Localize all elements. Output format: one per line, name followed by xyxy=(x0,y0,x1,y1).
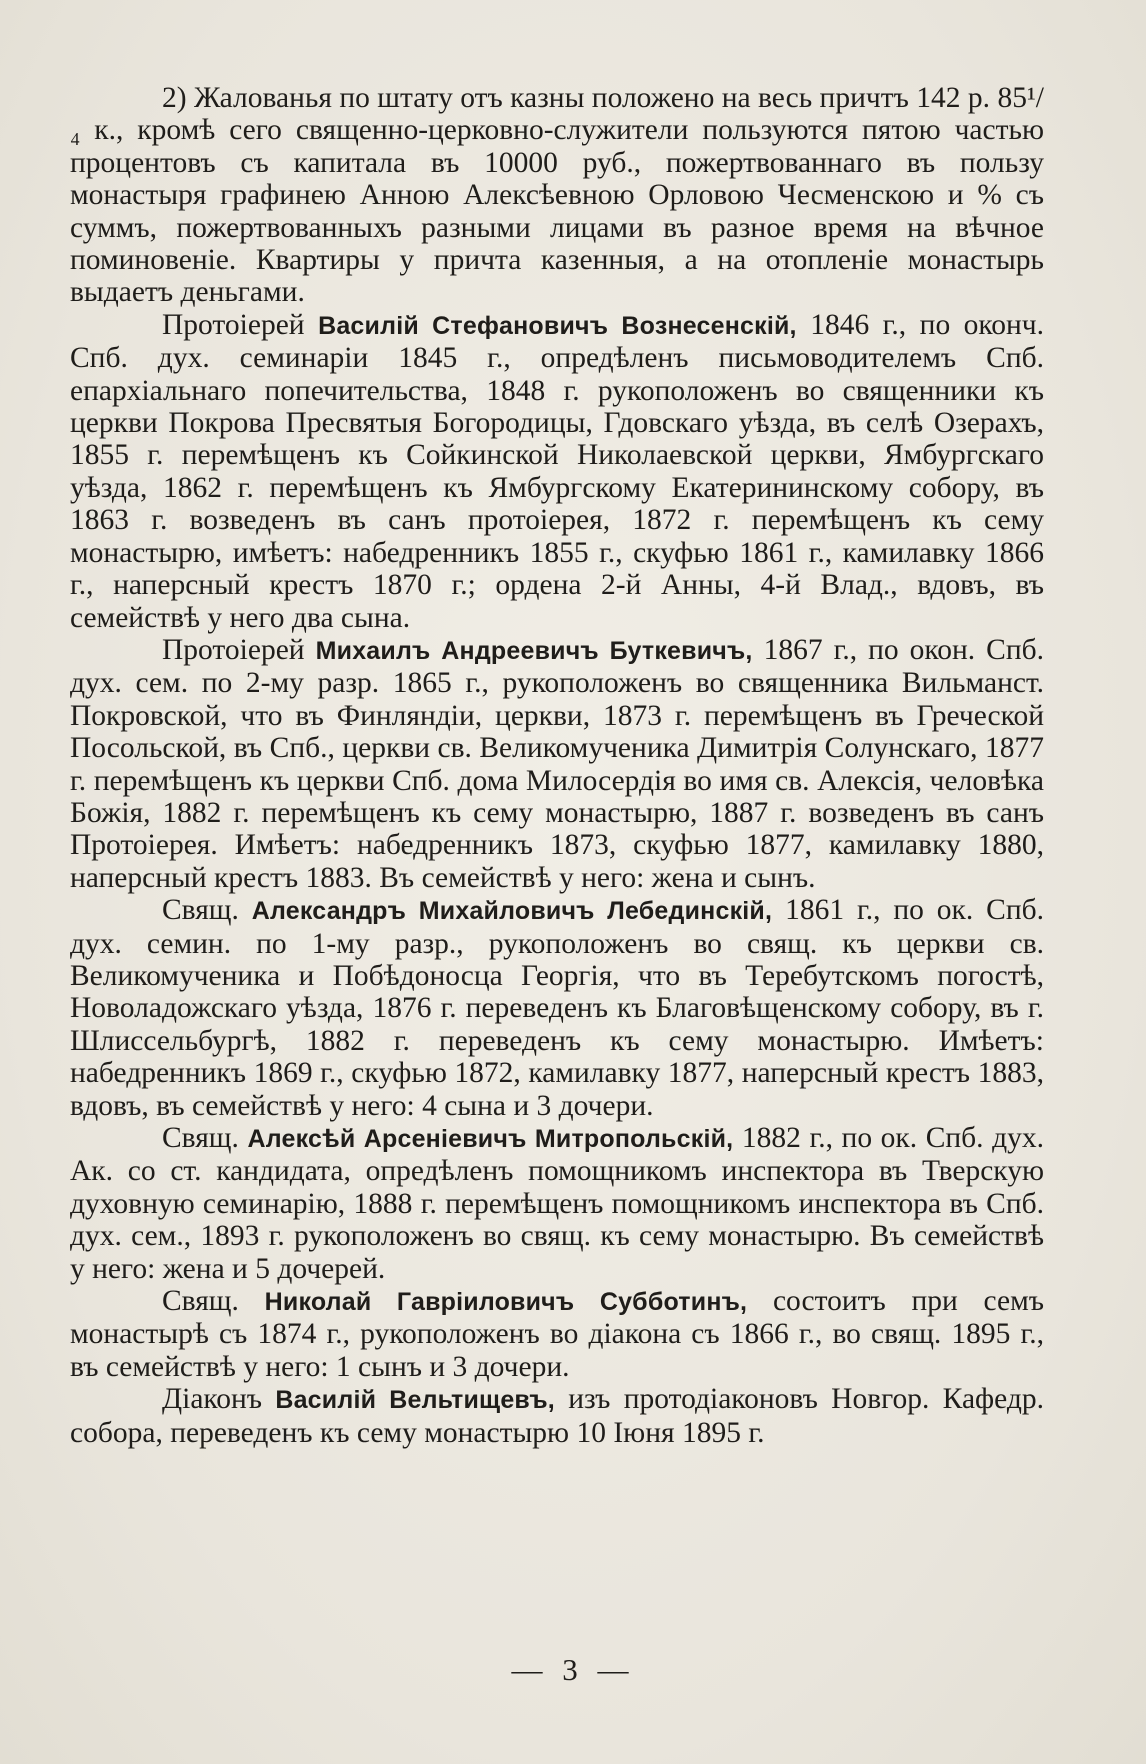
paragraph-clergy-entry xyxy=(70,1122,1044,1285)
clergy-biography: 1846 г., по оконч. Спб. дух. семинаріи 1845 г., опредѣленъ письмоводителемъ Спб. епархіальнаго попечительства, 1848 г. рукоположенъ во священники къ церкви Покрова Пресвятыя Богородицы, Гдовскаго уѣзда, въ селѣ Озерахъ, 1855 г. перемѣщенъ къ Сойкинской Николаевской церкви, Ямбургскаго уѣзда, 1862 г. перемѣщенъ къ Ямбургскому Екатерининскому собору, въ 1863 г. возведенъ въ санъ протоіерея, 1872 г. перемѣщенъ къ сему монастырю, имѣетъ: набедренникъ 1855 г., скуфью 1861 г., камилавку 1866 г., наперсный крестъ 1870 г.; ордена 2-й Анны, 4-й Влад., вдовъ, въ семействѣ у него два сына. xyxy=(70,308,1044,634)
clergy-title: Протоіерей xyxy=(162,633,305,666)
clergy-title: Свящ. xyxy=(162,1122,239,1154)
clergy-name: Александръ Михайловичъ Лебединскій, xyxy=(251,897,773,926)
paragraph-salary xyxy=(70,82,1044,309)
clergy-title: Протоіерей xyxy=(162,308,305,341)
clergy-title: Свящ. xyxy=(162,894,239,927)
page-number: — 3 — xyxy=(511,1652,635,1687)
clergy-name: Василій Стефановичъ Вознесенскій, xyxy=(318,311,797,340)
paragraph-clergy-entry xyxy=(70,1383,1044,1449)
clergy-title: Діаконъ xyxy=(162,1383,263,1416)
paragraph-text: 2) Жалованья по штату отъ казны положено на весь причтъ 142 р. 85¹/₄ к., кромѣ сего священно-церковно-служители пользуются пятою частью процентовъ съ капитала въ 10000 руб., пожертвованнаго въ пользу монастыря графинею Анною Алексѣевною Орловою Чесменскою и % съ суммъ, пожертвованныхъ разными лицами въ разное время на вѣчное поминовеніе. Квартиры у причта казенныя, а на отопленіе монастырь выдаетъ деньгами. xyxy=(70,82,1044,309)
clergy-title: Свящ. xyxy=(162,1285,239,1318)
paragraph-clergy-entry xyxy=(70,634,1044,894)
page-body xyxy=(70,82,1044,1449)
clergy-name: Василій Вельтищевъ, xyxy=(275,1386,555,1415)
clergy-biography: 1861 г., по ок. Спб. дух. семин. по 1-му разр., рукоположенъ во свящ. къ церкви св. Великомученика и Побѣдоносца Георгія, что въ Теребутскомъ погостѣ, Новоладожскаго уѣзда, 1876 г. переведенъ къ Благовѣщенскому собору, въ г. Шлиссельбургѣ, 1882 г. переведенъ къ сему монастырю. Имѣетъ: набедренникъ 1869 г., скуфью 1872, камилавку 1877, наперсный крестъ 1883, вдовъ, въ семействѣ у него: 4 сына и 3 дочери. xyxy=(70,894,1045,1122)
clergy-biography: изъ протодіаконовъ Новгор. Кафедр. собора, переведенъ къ сему монастырю 10 Іюня 1895 г. xyxy=(70,1383,1044,1449)
clergy-biography: 1882 г., по ок. Спб. дух. Ак. со ст. кандидата, опредѣленъ помощникомъ инспектора въ Тверскую духовную семинарію, 1888 г. перемѣщенъ помощникомъ инспектора въ Спб. дух. сем., 1893 г. рукоположенъ во свящ. къ сему монастырю. Въ семействѣ у него: жена и 5 дочерей. xyxy=(70,1122,1045,1285)
clergy-biography: 1867 г., по окон. Спб. дух. сем. по 2-му разр. 1865 г., рукоположенъ во священника Вильманст. Покровской, что въ Финляндіи, церкви, 1873 г. перемѣщенъ въ Греческой Посольской, въ Спб., церкви св. Великомученика Димитрія Солунскаго, 1877 г. перемѣщенъ къ церкви Спб. дома Милосердія во имя св. Алексія, человѣка Божія, 1882 г. перемѣщенъ къ сему монастырю, 1887 г. возведенъ въ санъ Протоіерея. Имѣетъ: набедренникъ 1873, скуфью 1877, камилавку 1880, наперсный крестъ 1883. Въ семействѣ у него: жена и сынъ. xyxy=(70,633,1045,894)
clergy-name: Михаилъ Андреевичъ Буткевичъ, xyxy=(315,636,753,665)
clergy-name: Николай Гавріиловичъ Субботинъ, xyxy=(264,1288,748,1317)
paragraph-clergy-entry xyxy=(70,309,1044,634)
paragraph-clergy-entry xyxy=(70,1285,1044,1383)
paragraph-clergy-entry xyxy=(70,894,1044,1122)
clergy-name: Алексѣй Арсеніевичъ Митропольскій, xyxy=(247,1125,734,1153)
clergy-biography: состоитъ при семъ монастырѣ съ 1874 г., рукоположенъ во діакона съ 1866 г., во свящ. 1895 г., въ семействѣ у него: 1 сынъ и 3 дочери. xyxy=(70,1285,1045,1383)
